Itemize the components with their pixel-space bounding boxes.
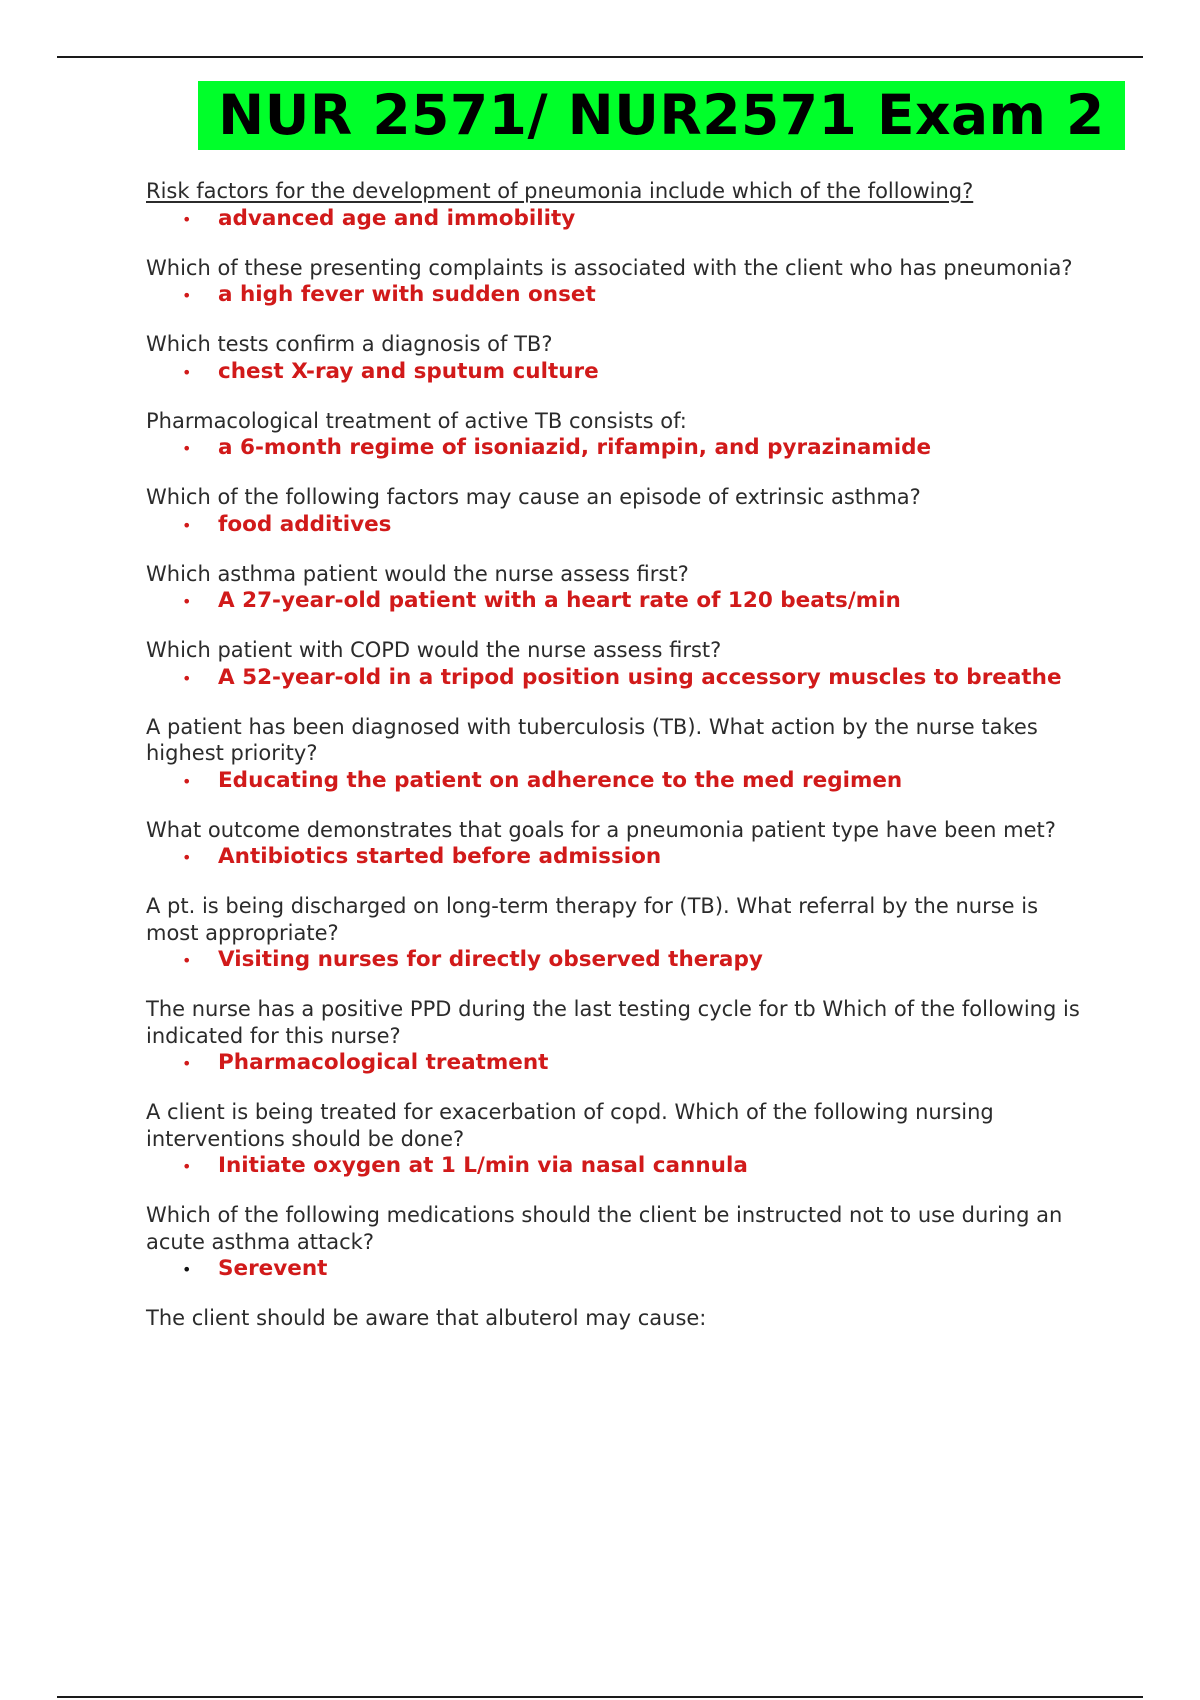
answer-row (146, 1152, 1096, 1180)
bullet-icon: • (182, 515, 192, 535)
qa-item (146, 1305, 1096, 1332)
bullet-icon: • (182, 951, 192, 970)
question-text: Which of these presenting complaints is associated with the client who has pneumonia? (146, 255, 1073, 280)
qa-item (146, 408, 1096, 463)
qa-item (146, 893, 1096, 974)
answer-text: Serevent (218, 1256, 328, 1281)
bullet-icon: • (182, 592, 192, 611)
question-text: Which patient with COPD would the nurse assess first? (146, 638, 722, 662)
answer-row (146, 767, 1096, 795)
bullet-icon: • (182, 286, 192, 305)
answer-text: chest X-ray and sputum culture (218, 358, 599, 384)
qa-item (146, 714, 1096, 795)
answer-row (146, 205, 1096, 233)
answer-row (146, 843, 1096, 871)
answer-text: Visiting nurses for directly observed therapy (218, 947, 763, 972)
question-text: Pharmacological treatment of active TB consists of: (146, 408, 687, 433)
answer-text: Initiate oxygen at 1 L/min via nasal cannula (218, 1153, 748, 1178)
question-text: A client is being treated for exacerbation of copd. Which of the following nursing interventions should be done? (146, 1100, 994, 1151)
bottom-rule (57, 1696, 1143, 1698)
bullet-icon: • (182, 362, 192, 382)
qa-item (146, 637, 1096, 692)
qa-item (146, 178, 1096, 233)
question-text: The client should be aware that albuterol may cause: (146, 1306, 707, 1330)
answer-row (146, 434, 1096, 462)
question-text: Which tests confirm a diagnosis of TB? (146, 332, 553, 356)
answer-text: Educating the patient on adherence to the med regimen (218, 767, 903, 793)
qa-item (146, 996, 1096, 1077)
question-text: Which of the following medications should the client be instructed not to use during an acute asthma attack? (146, 1203, 1063, 1254)
answer-row (146, 358, 1096, 386)
answer-row (146, 281, 1096, 309)
question-text: Which of the following factors may cause an episode of extrinsic asthma? (146, 485, 921, 509)
answer-row (146, 664, 1096, 692)
bullet-icon: • (182, 771, 192, 791)
bullet-icon: • (182, 1157, 192, 1176)
top-rule (57, 56, 1143, 58)
qa-item (146, 817, 1096, 872)
answer-text: A 52-year-old in a tripod position using accessory muscles to breathe (218, 664, 1062, 690)
bullet-icon: • (182, 1054, 192, 1073)
question-text: The nurse has a positive PPD during the last testing cycle for tb Which of the following is indicated for this nurse? (146, 997, 1080, 1048)
answer-row (146, 946, 1096, 974)
qa-item (146, 331, 1096, 386)
bullet-icon: • (182, 668, 192, 688)
qa-item (146, 484, 1096, 539)
bullet-icon: • (182, 848, 192, 867)
question-text: A patient has been diagnosed with tuberculosis (TB). What action by the nurse takes highest priority? (146, 714, 1038, 765)
qa-item (146, 561, 1096, 616)
answer-text: a high fever with sudden onset (218, 282, 596, 307)
bullet-icon: • (182, 209, 192, 229)
question-list (146, 178, 1096, 1354)
question-text: Risk factors for the development of pneumonia include which of the following? (146, 179, 974, 203)
bullet-icon: • (182, 439, 192, 458)
title-highlight (198, 81, 1125, 150)
answer-text: Antibiotics started before admission (218, 844, 662, 869)
answer-row (146, 511, 1096, 539)
answer-row (146, 587, 1096, 615)
document-title: NUR 2571/ NUR2571 Exam 2 (218, 83, 1105, 147)
bullet-icon: • (182, 1260, 192, 1279)
answer-text: Pharmacological treatment (218, 1050, 549, 1075)
answer-text: A 27-year-old patient with a heart rate of 120 beats/min (218, 588, 901, 613)
qa-item (146, 1099, 1096, 1180)
question-text: A pt. is being discharged on long-term therapy for (TB). What referral by the nurse is most appropriate? (146, 894, 1039, 945)
answer-text: advanced age and immobility (218, 205, 576, 231)
question-text: What outcome demonstrates that goals for a pneumonia patient type have been met? (146, 817, 1056, 842)
qa-item (146, 1202, 1096, 1283)
answer-text: a 6-month regime of isoniazid, rifampin, and pyrazinamide (218, 435, 932, 460)
qa-item (146, 255, 1096, 310)
answer-row (146, 1049, 1096, 1077)
answer-text: food additives (218, 511, 392, 537)
question-text: Which asthma patient would the nurse assess first? (146, 561, 689, 586)
answer-row (146, 1255, 1096, 1283)
